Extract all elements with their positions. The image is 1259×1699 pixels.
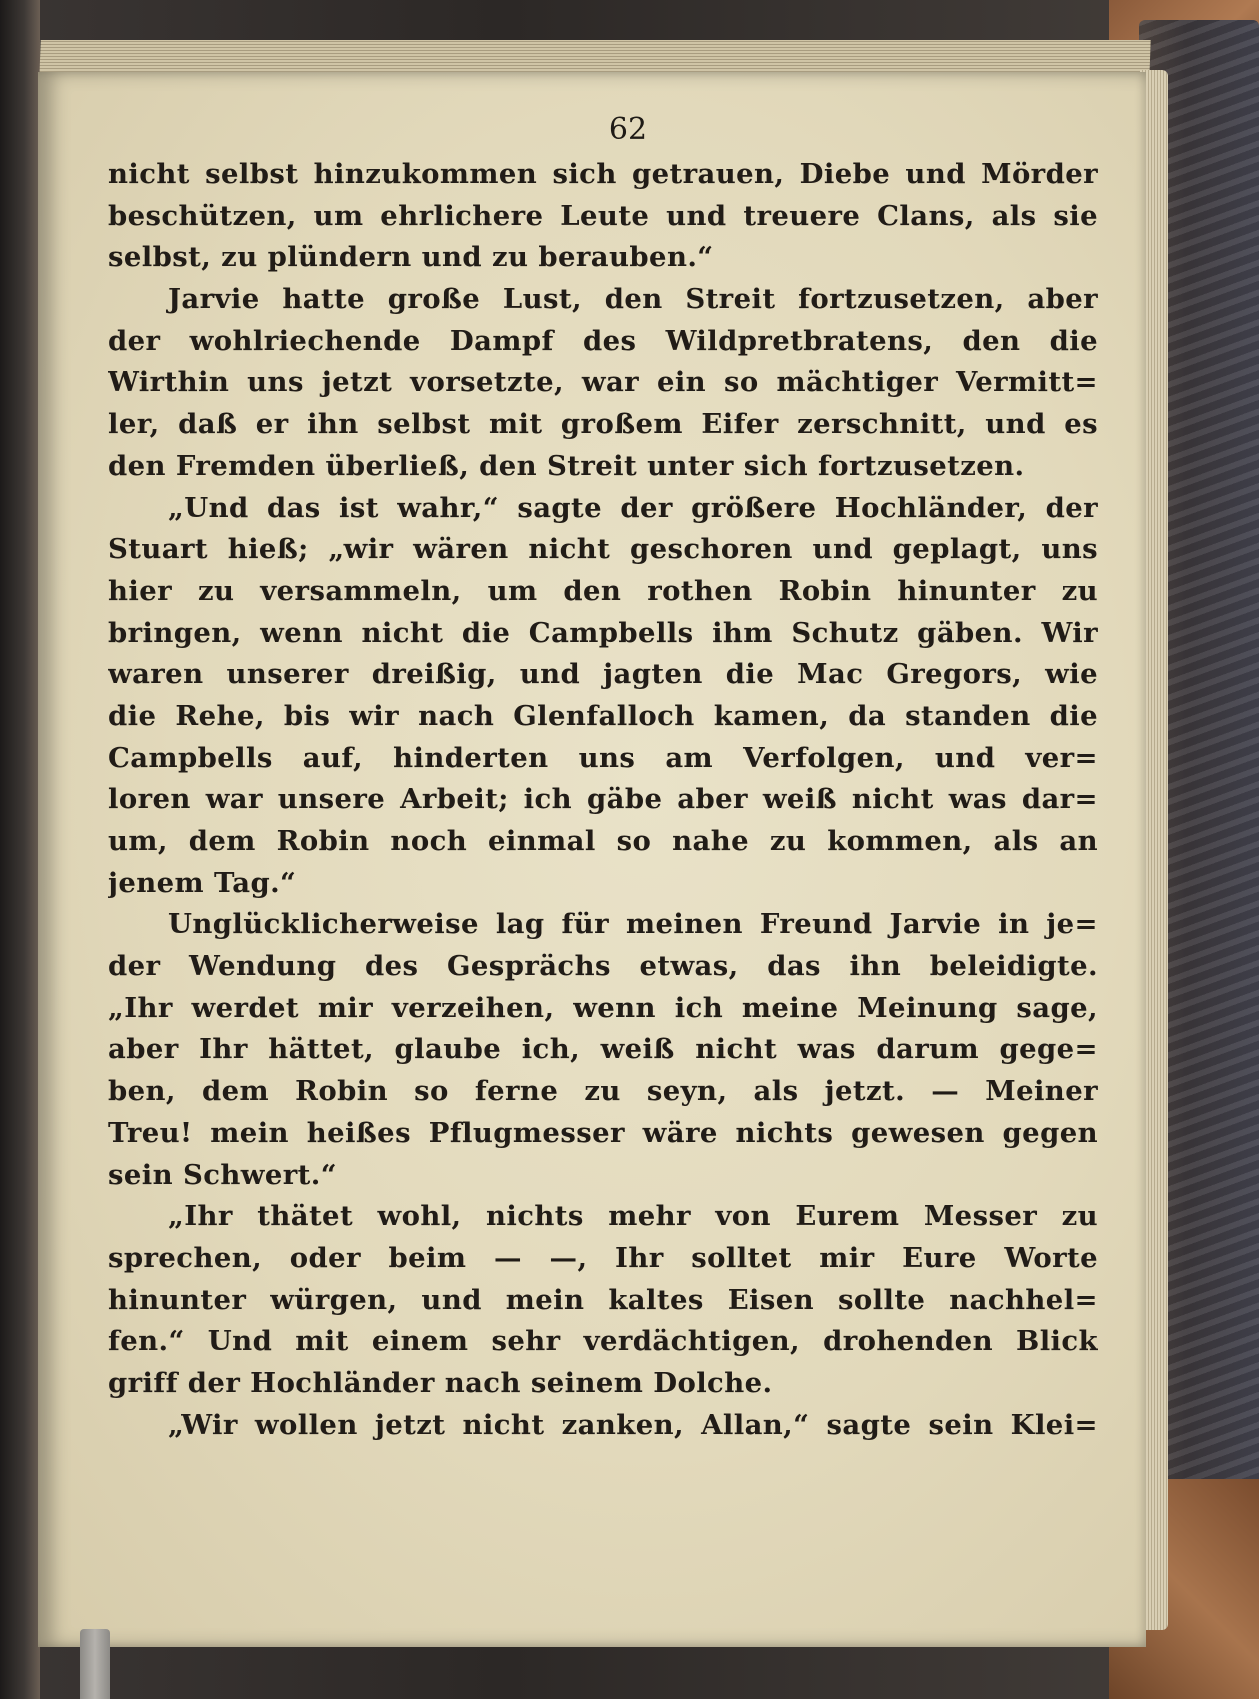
text-line: bringen, wenn nicht die Campbells ihm Schutz gäben. Wir bbox=[108, 616, 1098, 649]
text-line: jenem Tag.“ bbox=[108, 866, 297, 899]
bookmark-ribbon bbox=[80, 1629, 110, 1699]
text-line: ben, dem Robin so ferne zu seyn, als jetzt. — Meiner bbox=[108, 1075, 1098, 1108]
text-line: „Ihr thätet wohl, nichts mehr von Eurem Messer zu bbox=[168, 1200, 1098, 1233]
book-page bbox=[38, 72, 1146, 1647]
text-line: nicht selbst hinzukommen sich getrauen, Diebe und Mörder bbox=[108, 158, 1098, 190]
text-line: die Rehe, bis wir nach Glenfalloch kamen, da standen die bbox=[108, 699, 1098, 732]
text-line: „Ihr werdet mir verzeihen, wenn ich meine Meinung sage, bbox=[108, 991, 1098, 1024]
text-line: sprechen, oder beim — —, Ihr solltet mir Eure Worte bbox=[108, 1241, 1098, 1274]
text-line: Jarvie hatte große Lust, den Streit fortzusetzen, aber bbox=[168, 283, 1098, 316]
text-line: den Fremden überließ, den Streit unter sich fortzusetzen. bbox=[108, 449, 1025, 482]
text-line: hier zu versammeln, um den rothen Robin hinunter zu bbox=[108, 574, 1098, 607]
text-line: Stuart hieß; „wir wären nicht geschoren und geplagt, uns bbox=[108, 533, 1098, 566]
text-line: waren unserer dreißig, und jagten die Mac Gregors, wie bbox=[108, 658, 1098, 691]
text-line: Wirthin uns jetzt vorsetzte, war ein so mächtiger Vermitt= bbox=[108, 366, 1098, 399]
text-line: loren war unsere Arbeit; ich gäbe aber weiß nicht was dar= bbox=[108, 783, 1098, 816]
text-line: „Wir wollen jetzt nicht zanken, Allan,“ sagte sein Klei= bbox=[168, 1408, 1098, 1441]
text-line: sein Schwert.“ bbox=[108, 1158, 337, 1191]
text-line: selbst, zu plündern und zu berauben.“ bbox=[108, 241, 714, 274]
text-line: „Und das ist wahr,“ sagte der größere Hochländer, der bbox=[168, 491, 1098, 524]
book-spine-shadow bbox=[0, 0, 40, 1699]
text-line: der wohlriechende Dampf des Wildpretbratens, den die bbox=[108, 324, 1098, 357]
text-line: Campbells auf, hinderten uns am Verfolgen, und ver= bbox=[108, 741, 1098, 774]
body-text bbox=[108, 154, 1098, 1446]
text-line: hinunter würgen, und mein kaltes Eisen sollte nachhel= bbox=[108, 1283, 1098, 1316]
text-line: fen.“ Und mit einem sehr verdächtigen, drohenden Blick bbox=[108, 1325, 1098, 1358]
text-line: ler, daß er ihn selbst mit großem Eifer zerschnitt, und es bbox=[108, 408, 1098, 441]
text-line: um, dem Robin noch einmal so nahe zu kommen, als an bbox=[108, 825, 1098, 857]
text-line: aber Ihr hättet, glaube ich, weiß nicht was darum gege= bbox=[108, 1033, 1098, 1066]
text-line: der Wendung des Gesprächs etwas, das ihn beleidigte. bbox=[108, 950, 1098, 983]
page-number: 62 bbox=[608, 112, 648, 147]
text-line: beschützen, um ehrlichere Leute und treuere Clans, als sie bbox=[108, 199, 1098, 232]
text-line: Unglücklicherweise lag für meinen Freund Jarvie in je= bbox=[168, 908, 1098, 941]
text-line: griff der Hochländer nach seinem Dolche. bbox=[108, 1366, 773, 1399]
text-line: Treu! mein heißes Pflugmesser wäre nichts gewesen gegen bbox=[108, 1116, 1098, 1149]
